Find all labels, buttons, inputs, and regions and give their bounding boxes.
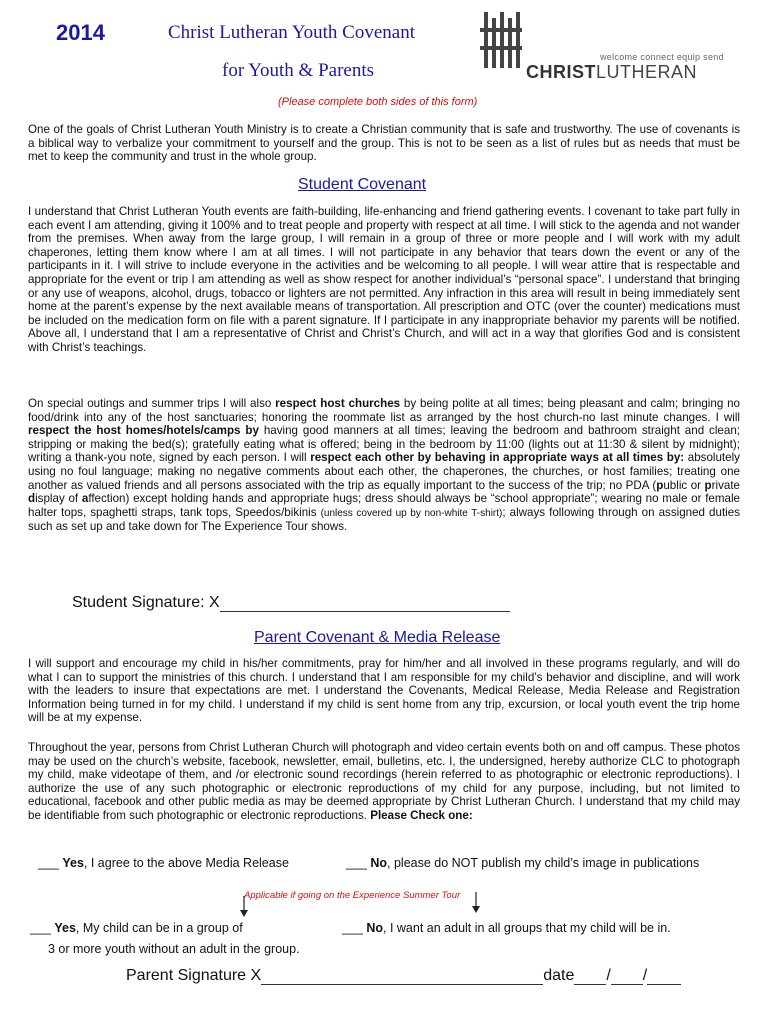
church-logo-icon: [478, 10, 524, 70]
document-title: Christ Lutheran Youth Covenant: [168, 22, 415, 43]
media-release-paragraph: Throughout the year, persons from Christ Lutheran Church will photograph and video certain events both on and off campus. These photos may be used on the church’s website, facebook, newsletter, email, bulletins, etc. I, the undersigned, hereby authorize CLC to photograph my child, make videotape of them, and /or electronic sound recordings (herein referred to as photographic or electronic reproductions). I authorize the use of any such photographic or electronic reproductions of my child for any purpose, including, but not limited to educational, facebook and other public media as may be deemed appropriate by Christ Lutheran Church. I understand that my child may be identifiable from such photographic or electronic reproductions. Please Check one:: [28, 741, 740, 822]
student-signature-line[interactable]: [220, 595, 510, 612]
student-covenant-paragraph-1: I understand that Christ Lutheran Youth events are faith-building, life-enhancing and friend gathering events. I covenant to take part fully in each event I am attending, giving it 100% and to treat people and property with respect at all time. I will stick to the agenda and not wander from the premises. When away from the large group, I will remain in a group of three or more people and I will work with my adult chaperones, letting them know where I am at all times. I will not participate in any behavior that tears down the event or any of the participants in it. I will strive to include everyone in the activities and be welcoming to all people. I will wear attire that is respectable and appropriate for the event or trip I am attending as well as show respect for another individual’s “personal space”. I understand that bringing or any use of weapons, alcohol, drugs, tobacco or lighters are not permitted. Any infraction in this area will result in being immediately sent home at the parent’s expense by the next available means of transportation. All prescription and OTC (over the counter) medications must be included on the medication form on file with a parent signature. If I participate in any inappropriate behavior my parents will be notified. Above all, I understand that I am a representative of Christ and Christ’s Church, and will act in a way that glorifies God and is consistent with Christ’s teachings.: [28, 205, 740, 354]
date-day-field[interactable]: [611, 968, 643, 985]
student-signature-field[interactable]: Student Signature: X: [72, 594, 510, 612]
instruction-note: (Please complete both sides of this form): [278, 96, 478, 108]
date-year-field[interactable]: [647, 968, 681, 985]
experience-tour-note: Applicable if going on the Experience Summer Tour: [244, 890, 461, 901]
parent-signature-field[interactable]: Parent Signature X date / /: [126, 967, 681, 985]
document-subtitle: for Youth & Parents: [222, 60, 375, 81]
logo-tagline: welcome connect equip send: [600, 52, 724, 62]
parent-covenant-paragraph-1: I will support and encourage my child in his/her commitments, pray for him/her and all involved in these programs regularly, and will do what I can to support the ministries of this church. I understand that I am responsible for my child’s behavior and discipline, and will work with the leaders to insure that expectations are met. I understand the Covenants, Medical Release, Media Release and Registration Information being turned in for my child. I understand if my child is sent home from any trip, excursion, or local youth event the trip home will be at my expense.: [28, 657, 740, 725]
group-yes-option[interactable]: ___ Yes, My child can be in a group of: [30, 921, 243, 935]
parent-covenant-heading: Parent Covenant & Media Release: [254, 629, 501, 646]
parent-signature-line[interactable]: [261, 968, 543, 985]
year: 2014: [56, 20, 105, 45]
date-month-field[interactable]: [574, 968, 606, 985]
media-release-yes-option[interactable]: ___ Yes, I agree to the above Media Release: [38, 856, 289, 870]
group-yes-option-continued: 3 or more youth without an adult in the group.: [48, 942, 300, 956]
arrow-down-icon: [238, 896, 250, 918]
media-release-no-option[interactable]: ___ No, please do NOT publish my child’s image in publications: [346, 856, 700, 870]
intro-paragraph: One of the goals of Christ Lutheran Youth Ministry is to create a Christian community that is safe and trustworthy. The use of covenants is a biblical way to verbalize your commitment to yourself and the group. This is not to be seen as a list of rules but as needs that must be met to keep the community and trust in the whole group.: [28, 123, 740, 164]
arrow-down-icon: [470, 892, 482, 914]
group-no-option[interactable]: ___ No, I want an adult in all groups that my child will be in.: [342, 921, 671, 935]
student-covenant-heading: Student Covenant: [298, 176, 427, 193]
student-covenant-paragraph-2: On special outings and summer trips I will also respect host churches by being polite at all times; being pleasant and calm; bringing no food/drink into any of the host sanctuaries; honoring the roommate list as arranged by the host church-no last minute changes. I will respect the host homes/hotels/camps by having good manners at all times; leaving the bedroom and bathroom straight and clean; stripping or making the bed(s); gratefully eating what is offered; being in the bedroom by 11:00 (lights out at 11:30 & silent by midnight); writing a thank-you note, signed by each person. I will respect each other by behaving in appropriate ways at all times by: absolutely using no foul language; making no negative comments about each other, the chaperones, the churches, or host families; treating one another as valued friends and all persons associated with the trip as equally important to the success of the trip; no PDA (public or private display of affection) except holding hands and appropriate hugs; dress should always be “school appropriate”; wearing no male or female halter tops, spaghetti straps, tank tops, Speedos/bikinis (unless covered up by non-white T-shirt); always following through on assigned duties such as set up and take down for The Experience Tour shows.: [28, 397, 741, 534]
logo-wordmark: CHRISTLUTHERAN: [526, 62, 698, 82]
